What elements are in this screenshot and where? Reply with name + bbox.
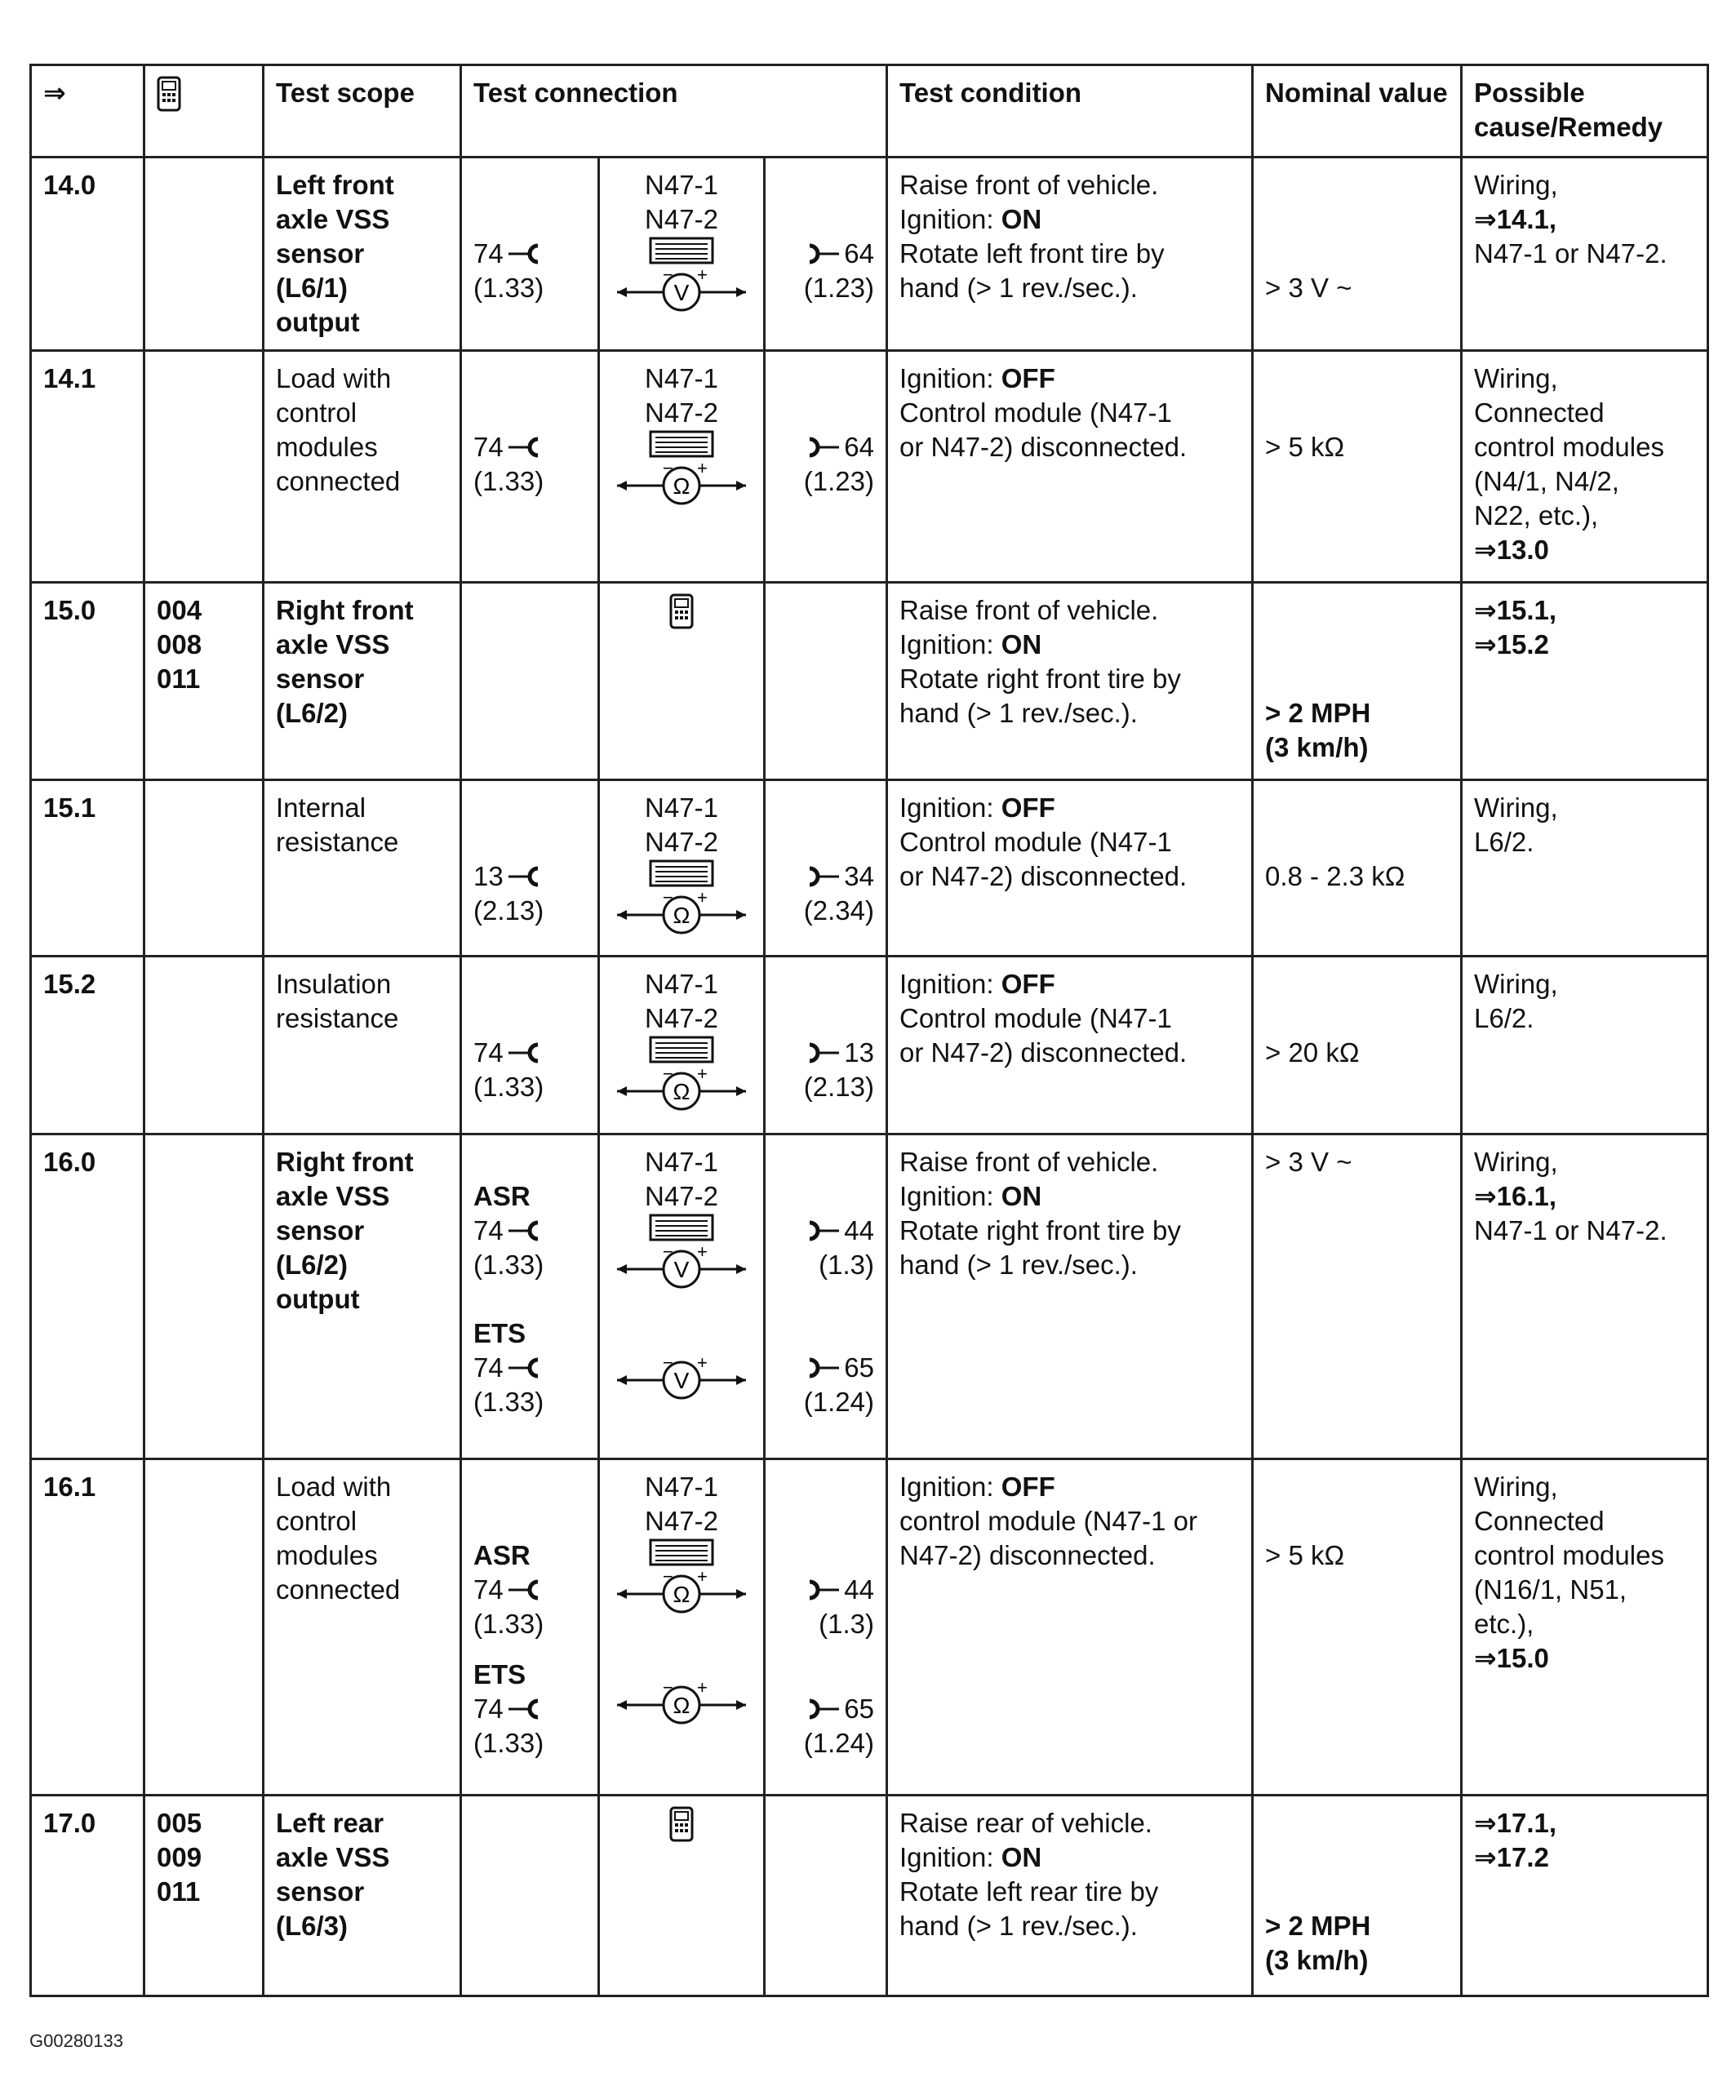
test-condition: Raise rear of vehicle. Ignition: ON Rotate left rear tire by hand (> 1 rev./sec.). <box>887 1796 1253 1996</box>
socket-left-icon <box>507 1356 543 1380</box>
circuit-number: (1.33) <box>473 1609 544 1639</box>
step-number: 15.0 <box>31 583 144 780</box>
connection-module: N47-1 N47-2 Ω − + <box>599 957 765 1134</box>
circuit-number: (1.23) <box>803 466 874 496</box>
step-reference: ⇒17.2 <box>1474 1842 1549 1872</box>
test-scope: Insulation resistance <box>264 957 461 1134</box>
code-cell <box>144 1459 264 1796</box>
test-scope: Load with control modules connected <box>264 1459 461 1796</box>
circuit-number: (1.3) <box>819 1250 874 1280</box>
test-condition: Raise front of vehicle. Ignition: ON Rotate left front tire by hand (> 1 rev./sec.). <box>887 158 1253 351</box>
nominal-value: > 20 kΩ <box>1253 957 1462 1134</box>
ohmmeter-icon <box>612 892 751 935</box>
test-scope: Right front axle VSS sensor (L6/2) output <box>264 1134 461 1459</box>
test-scope: Left front axle VSS sensor (L6/1) output <box>264 158 461 351</box>
socket-left-icon <box>507 435 543 460</box>
possible-cause: Wiring, L6/2. <box>1462 780 1708 957</box>
diagnostic-test-table <box>29 64 1709 1997</box>
connector-block-icon <box>641 1036 722 1068</box>
table-row <box>31 158 1708 351</box>
step-reference: ⇒13.0 <box>1474 535 1549 565</box>
pin-number: 74 <box>473 1694 504 1724</box>
svg-text:−: − <box>663 892 673 908</box>
svg-text:Ω: Ω <box>673 473 690 499</box>
connector-block-icon <box>641 1538 722 1571</box>
test-scope-header: Test scope <box>264 65 461 158</box>
circuit-number: (1.33) <box>473 1250 544 1280</box>
connection-right <box>765 1459 887 1796</box>
socket-right-icon <box>805 1697 841 1721</box>
pin-number: 74 <box>473 1037 504 1068</box>
circuit-number: (1.33) <box>473 1387 544 1417</box>
svg-text:−: − <box>663 1571 673 1587</box>
svg-text:+: + <box>697 269 708 285</box>
circuit-number: (1.33) <box>473 466 544 496</box>
socket-left-icon <box>507 1697 543 1721</box>
table-row <box>31 351 1708 583</box>
connection-left <box>461 780 599 957</box>
connection-module <box>599 1796 765 1996</box>
test-condition: Raise front of vehicle. Ignition: ON Rotate right front tire by hand (> 1 rev./sec.). <box>887 583 1253 780</box>
table-row <box>31 1459 1708 1796</box>
svg-text:−: − <box>663 1682 673 1698</box>
svg-text:Ω: Ω <box>673 1693 690 1718</box>
nominal-value: > 5 kΩ <box>1253 1459 1462 1796</box>
step-reference: ⇒15.2 <box>1474 629 1549 659</box>
code-cell <box>144 583 264 780</box>
table-row <box>31 1134 1708 1459</box>
pin-number: 13 <box>473 861 504 891</box>
socket-right-icon <box>805 864 841 889</box>
connection-left <box>461 583 599 780</box>
scan-tool-icon <box>669 1806 694 1842</box>
circuit-number: (1.3) <box>819 1609 874 1639</box>
fault-code: 005 <box>157 1808 202 1838</box>
socket-left-icon <box>507 864 543 889</box>
connection-right <box>765 957 887 1134</box>
pin-number: 74 <box>473 432 504 462</box>
socket-right-icon <box>805 242 841 266</box>
test-scope: Load with control modules connected <box>264 351 461 583</box>
pin-number: 13 <box>844 1037 874 1068</box>
pin-number: 34 <box>844 861 874 891</box>
socket-right-icon <box>805 1356 841 1380</box>
possible-cause-header: Possible cause/Remedy <box>1462 65 1708 158</box>
step-number: 14.0 <box>31 158 144 351</box>
fault-code: 008 <box>157 629 202 659</box>
socket-right-icon <box>805 1578 841 1602</box>
test-connection-header: Test connection <box>461 65 887 158</box>
circuit-number: (1.23) <box>803 273 874 303</box>
svg-text:V: V <box>673 280 690 305</box>
table-row <box>31 780 1708 957</box>
fault-code: 011 <box>157 664 201 694</box>
step-reference: ⇒15.1, <box>1474 595 1557 625</box>
socket-right-icon <box>805 435 841 460</box>
svg-text:+: + <box>697 1246 708 1262</box>
svg-text:+: + <box>697 1682 708 1698</box>
possible-cause: Wiring, ⇒14.1, N47-1 or N47-2. <box>1462 158 1708 351</box>
connection-left <box>461 351 599 583</box>
table-row <box>31 583 1708 780</box>
connection-left <box>461 158 599 351</box>
connection-right <box>765 583 887 780</box>
possible-cause <box>1462 583 1708 780</box>
connector-block-icon <box>641 237 722 269</box>
connection-right <box>765 1134 887 1459</box>
svg-text:V: V <box>673 1257 690 1282</box>
circuit-number: (2.34) <box>803 895 874 926</box>
nominal-value: > 3 V ~ <box>1253 1134 1462 1459</box>
connection-right <box>765 1796 887 1996</box>
svg-text:+: + <box>697 1357 708 1373</box>
circuit-number: (2.13) <box>473 895 544 926</box>
scan-tool-icon <box>669 593 694 629</box>
test-condition: Ignition: OFF Control module (N47-1 or N47-2) disconnected. <box>887 351 1253 583</box>
socket-right-icon <box>805 1041 841 1065</box>
step-reference: ⇒17.1, <box>1474 1808 1557 1838</box>
step-number: 15.2 <box>31 957 144 1134</box>
ohmmeter-icon <box>612 1571 751 1614</box>
step-reference: ⇒14.1, <box>1474 204 1557 234</box>
svg-text:+: + <box>697 1571 708 1587</box>
pin-number: 74 <box>473 1352 504 1383</box>
test-scope: Internal resistance <box>264 780 461 957</box>
step-number: 16.0 <box>31 1134 144 1459</box>
test-condition: Ignition: OFF Control module (N47-1 or N47-2) disconnected. <box>887 957 1253 1134</box>
svg-text:+: + <box>697 1068 708 1084</box>
possible-cause: Wiring, Connected control modules (N4/1, N4/2, N22, etc.), ⇒13.0 <box>1462 351 1708 583</box>
ets-label: ETS <box>473 1318 526 1348</box>
pin-number: 65 <box>844 1694 874 1724</box>
svg-text:Ω: Ω <box>673 1079 690 1104</box>
nominal-value: > 2 MPH (3 km/h) <box>1253 1796 1462 1996</box>
possible-cause: Wiring, ⇒16.1, N47-1 or N47-2. <box>1462 1134 1708 1459</box>
pin-number: 74 <box>473 1215 504 1245</box>
voltmeter-icon <box>612 1246 751 1289</box>
code-cell <box>144 351 264 583</box>
circuit-number: (1.33) <box>473 273 544 303</box>
circuit-number: (2.13) <box>803 1072 874 1102</box>
connection-right <box>765 158 887 351</box>
step-reference: ⇒16.1, <box>1474 1181 1557 1211</box>
circuit-number: (1.33) <box>473 1728 544 1758</box>
svg-text:−: − <box>663 269 673 285</box>
svg-text:−: − <box>663 463 673 478</box>
connection-module: N47-1 N47-2 V − + <box>599 158 765 351</box>
connection-module: N47-1 N47-2 Ω − + <box>599 780 765 957</box>
pin-number: 65 <box>844 1352 874 1383</box>
asr-label: ASR <box>473 1540 531 1570</box>
svg-text:−: − <box>663 1068 673 1084</box>
table-row <box>31 1796 1708 1996</box>
connection-module: N47-1 N47-2 Ω − + Ω − + <box>599 1459 765 1796</box>
pin-number: 64 <box>844 238 874 269</box>
socket-left-icon <box>507 1219 543 1243</box>
test-scope: Right front axle VSS sensor (L6/2) <box>264 583 461 780</box>
code-cell <box>144 158 264 351</box>
test-scope: Left rear axle VSS sensor (L6/3) <box>264 1796 461 1996</box>
nominal-value-header: Nominal value <box>1253 65 1462 158</box>
ohmmeter-icon <box>612 1682 751 1725</box>
step-column-header: ⇒ <box>31 65 144 158</box>
nominal-value: > 3 V ~ <box>1253 158 1462 351</box>
connector-block-icon <box>641 859 722 892</box>
pin-number: 44 <box>844 1215 874 1245</box>
connector-block-icon <box>641 1214 722 1246</box>
asr-label: ASR <box>473 1181 531 1211</box>
possible-cause: Wiring, L6/2. <box>1462 957 1708 1134</box>
step-number: 14.1 <box>31 351 144 583</box>
fault-code: 011 <box>157 1876 201 1907</box>
ohmmeter-icon <box>612 1068 751 1111</box>
tester-column-header <box>144 65 264 158</box>
svg-text:+: + <box>697 892 708 908</box>
ohmmeter-icon <box>612 463 751 505</box>
fault-code: 009 <box>157 1842 202 1872</box>
connection-left <box>461 1796 599 1996</box>
code-cell <box>144 1796 264 1996</box>
circuit-number: (1.24) <box>803 1728 874 1758</box>
pin-number: 44 <box>844 1574 874 1605</box>
svg-text:−: − <box>663 1246 673 1262</box>
socket-left-icon <box>507 1578 543 1602</box>
test-condition: Ignition: OFF Control module (N47-1 or N47-2) disconnected. <box>887 780 1253 957</box>
pin-number: 74 <box>473 238 504 269</box>
step-number: 15.1 <box>31 780 144 957</box>
test-condition: Raise front of vehicle. Ignition: ON Rotate right front tire by hand (> 1 rev./sec.). <box>887 1134 1253 1459</box>
connector-block-icon <box>641 430 722 463</box>
test-condition: Ignition: OFF control module (N47-1 or N47-2) disconnected. <box>887 1459 1253 1796</box>
socket-left-icon <box>507 1041 543 1065</box>
connection-module: N47-1 N47-2 V − + V − + <box>599 1134 765 1459</box>
nominal-value: 0.8 - 2.3 kΩ <box>1253 780 1462 957</box>
fault-code: 004 <box>157 595 202 625</box>
svg-text:+: + <box>697 463 708 478</box>
voltmeter-icon <box>612 1357 751 1400</box>
step-number: 17.0 <box>31 1796 144 1996</box>
connection-left <box>461 1459 599 1796</box>
ets-label: ETS <box>473 1659 526 1689</box>
circuit-number: (1.33) <box>473 1072 544 1102</box>
step-number: 16.1 <box>31 1459 144 1796</box>
pin-number: 74 <box>473 1574 504 1605</box>
svg-text:−: − <box>663 1357 673 1373</box>
figure-id: G00280133 <box>29 2031 123 2051</box>
nominal-value: > 5 kΩ <box>1253 351 1462 583</box>
scan-tool-icon <box>157 76 181 112</box>
table-row <box>31 957 1708 1134</box>
code-cell <box>144 780 264 957</box>
circuit-number: (1.24) <box>803 1387 874 1417</box>
possible-cause: Wiring, Connected control modules (N16/1, N51, etc.), ⇒15.0 <box>1462 1459 1708 1796</box>
voltmeter-icon <box>612 269 751 312</box>
connection-left <box>461 957 599 1134</box>
connection-right <box>765 351 887 583</box>
connection-module <box>599 583 765 780</box>
nominal-value: > 2 MPH (3 km/h) <box>1253 583 1462 780</box>
possible-cause <box>1462 1796 1708 1996</box>
svg-text:Ω: Ω <box>673 1582 690 1607</box>
pin-number: 64 <box>844 432 874 462</box>
connection-module: N47-1 N47-2 Ω − + <box>599 351 765 583</box>
svg-text:V: V <box>673 1368 690 1393</box>
code-cell <box>144 1134 264 1459</box>
step-reference: ⇒15.0 <box>1474 1643 1549 1673</box>
table-header-row <box>31 65 1708 158</box>
connection-right <box>765 780 887 957</box>
diagnostic-test-table-page <box>29 64 1707 1997</box>
socket-right-icon <box>805 1219 841 1243</box>
code-cell <box>144 957 264 1134</box>
svg-text:Ω: Ω <box>673 903 690 928</box>
test-condition-header: Test condition <box>887 65 1253 158</box>
socket-left-icon <box>507 242 543 266</box>
connection-left <box>461 1134 599 1459</box>
